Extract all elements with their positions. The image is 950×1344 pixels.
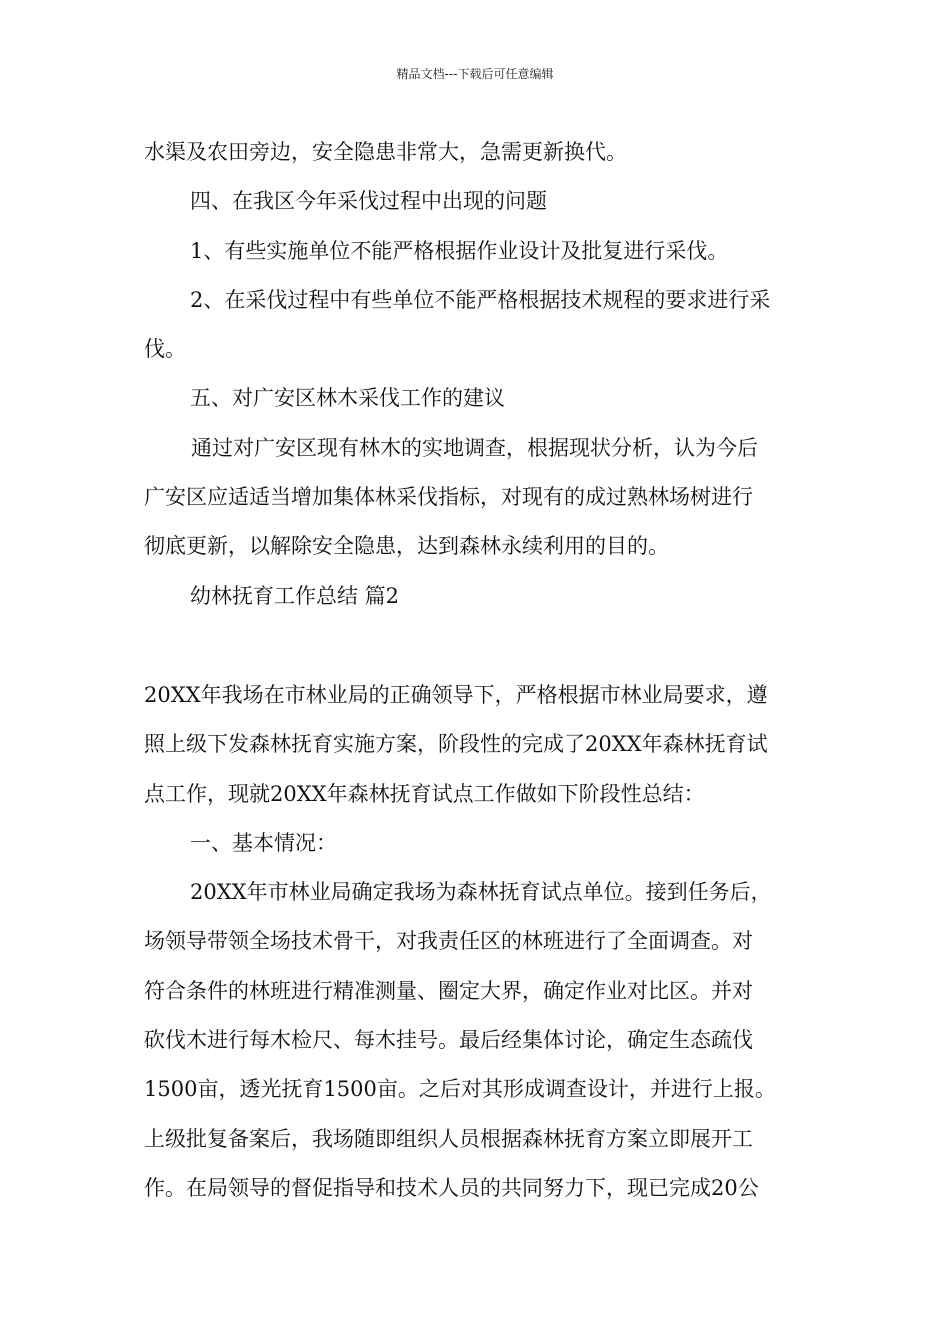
paragraph-line: 场领导带领全场技术骨干，对我责任区的林班进行了全面调查。对	[144, 929, 753, 954]
blank-line	[144, 621, 806, 671]
paragraph-line: 砍伐木进行每木检尺、每木挂号。最后经集体讨论，确定生态疏伐	[144, 1028, 753, 1053]
section-heading: 五、对广安区林木采伐工作的建议	[190, 386, 505, 411]
paragraph-line: 照上级下发森林抚育实施方案，阶段性的完成了20XX年森林抚育试	[144, 732, 768, 757]
paragraph-line: 点工作，现就20XX年森林抚育试点工作做如下阶段性总结：	[144, 781, 705, 806]
document-body	[144, 128, 806, 1213]
paragraph-line: 1500亩，透光抚育1500亩。之后对其形成调查设计，并进行上报。	[144, 1077, 776, 1102]
section-heading: 四、在我区今年采伐过程中出现的问题	[190, 189, 547, 214]
paragraph-line: 伐。	[144, 337, 186, 362]
paragraph-line: 符合条件的林班进行精准测量、圈定大界，确定作业对比区。并对	[144, 978, 753, 1003]
paragraph-line: 广安区应适适当增加集体林采伐指标，对现有的成过熟林场树进行	[144, 485, 753, 510]
paragraph-line: 彻底更新，以解除安全隐患，达到森林永续利用的目的。	[144, 534, 669, 559]
paragraph-line: 通过对广安区现有林木的实地调查，根据现状分析，认为今后	[191, 435, 758, 460]
paragraph-line: 水渠及农田旁边，安全隐患非常大，急需更新换代。	[144, 140, 627, 164]
list-item: 2、在采伐过程中有些单位不能严格根据技术规程的要求进行采	[190, 287, 771, 312]
paragraph-line: 上级批复备案后，我场随即组织人员根据森林抚育方案立即展开工	[144, 1126, 753, 1151]
paragraph-line: 20XX年市林业局确定我场为森林抚育试点单位。接到任务后，	[190, 880, 772, 905]
page-header: 精品文档---下载后可任意编辑	[396, 67, 554, 81]
paragraph-line: 作。在局领导的督促指导和技术人员的共同努力下，现已完成20公	[144, 1175, 759, 1200]
paragraph-line: 20XX年我场在市林业局的正确领导下，严格根据市林业局要求，遵	[144, 682, 768, 707]
section-heading: 一、基本情况：	[190, 830, 337, 855]
article-title: 幼林抚育工作总结 篇2	[190, 583, 400, 608]
list-item: 1、有些实施单位不能严格根据作业设计及批复进行采伐。	[190, 238, 729, 263]
